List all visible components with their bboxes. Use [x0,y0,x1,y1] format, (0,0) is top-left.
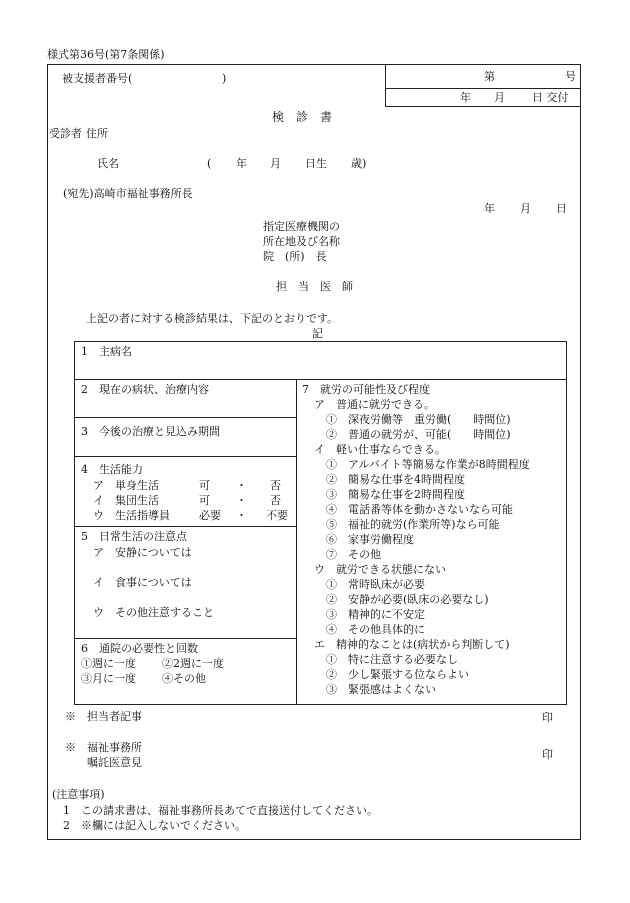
birth-day: 日生 [305,157,327,170]
intro-text: 上記の者に対する検診結果は、下記のとおりです。 [86,312,339,325]
s7-title: 7 就労の可能性及び程度 [302,383,430,396]
s5-rest: ア 安静については [93,546,192,559]
address-label: 住所 [86,127,108,140]
s5-diet: イ 食事については [93,576,192,589]
birth-month: 月 [270,157,281,170]
s7-line: ④ その他具体的に [326,623,425,636]
s2-condition: 2 現在の病状、治療内容 [81,383,209,396]
s7-line: ② 少し緊張する位ならよい [326,668,469,681]
tanto-label: ※ 担当者記事 [65,710,142,723]
s6-option: ②2週に一度 [162,657,224,670]
fukushi-sub: 嘱託医意見 [87,756,142,769]
s7-line: ① 特に注意する必要なし [326,653,458,666]
doctor-label: 担 当 医 師 [276,280,353,293]
s7-line: ① アルバイト等簡易な作業が8時間程度 [326,458,530,471]
seal-mark: 印 [542,748,553,761]
s6-option: ④その他 [162,672,206,685]
age-label: 歳) [351,157,367,170]
note-2: 2 ※欄には記入しないでください。 [63,819,246,832]
issue-month: 月 [494,91,505,104]
s4-row-b: 否 [270,479,281,492]
s4-row-dot: ・ [236,494,247,507]
s4-row-label: ウ 生活指導員 [93,509,170,522]
s1-main-disease: 1 主病名 [81,345,132,358]
s7-line: ④ 電話番等体を動かさないなら可能 [326,503,513,516]
s6-option: ①週に一度 [81,657,136,670]
form-label: 様式第36号(第7条関係) [47,48,165,61]
institution-line1: 指定医療機関の [263,220,340,233]
notes-title: (注意事項) [52,788,105,801]
note-1: 1 この請求書は、福祉事務所長あてで直接送付してください。 [63,804,378,817]
recipient-no-close: ) [222,72,227,85]
addressee: (宛先)高崎市福祉事務所長 [63,187,193,200]
s7-line: ウ 就労できる状態にない [314,563,446,576]
s4-row-b: 否 [270,494,281,507]
s7-line: ③ 精神的に不安定 [326,608,425,621]
s4-row-b: 不要 [266,509,288,522]
s5-title: 5 日常生活の注意点 [81,530,187,543]
s4-title: 4 生活能力 [81,463,143,476]
s7-line: イ 軽い仕事ならできる。 [314,443,446,456]
issue-day: 日 交付 [532,91,569,104]
s7-line: ② 普通の就労が、可能( 時間位) [326,428,511,441]
s7-line: ② 安静が必要(臥床の必要なし) [326,593,489,606]
s7-line: ② 簡易な仕事を4時間程度 [326,473,465,486]
date-day: 日 [556,202,567,215]
page-title: 検 診 書 [272,110,333,124]
s4-row-label: イ 集団生活 [93,494,159,507]
s7-line: ① 常時臥床が必要 [326,578,425,591]
s4-row-label: ア 単身生活 [93,479,159,492]
s7-line: ア 普通に就労できる。 [314,398,435,411]
s7-line: エ 精神的なことは(病状から判断して) [314,638,510,651]
s7-line: ⑥ 家事労働程度 [326,533,414,546]
s7-line: ③ 簡易な仕事を2時間程度 [326,488,465,501]
issue-year: 年 [460,91,471,104]
seal-mark: 印 [542,711,553,724]
name-label: 氏名 [97,157,119,170]
institution-line2: 所在地及び名称 [263,235,340,248]
s4-row-dot: ・ [236,479,247,492]
recipient-no-label: 被支援者番号( [62,72,133,85]
birth-paren: ( [207,157,212,170]
date-year: 年 [484,202,495,215]
s3-outlook: 3 今後の治療と見込み期間 [81,425,220,438]
go-label: 号 [565,70,576,83]
s6-option: ③月に一度 [81,672,136,685]
s5-other: ウ その他注意すること [93,606,214,619]
fukushi-label: ※ 福祉事務所 [65,741,142,754]
director-label: 院 (所) 長 [263,250,327,263]
birth-year: 年 [236,157,247,170]
s4-row-a: 可 [199,479,210,492]
patient-label: 受診者 [49,127,82,140]
s7-line: ③ 緊張感はよくない [326,683,436,696]
s6-title: 6 通院の必要性と回数 [81,642,198,655]
date-month: 月 [520,202,531,215]
s4-row-a: 必要 [199,509,221,522]
s7-line: ⑦ その他 [326,548,381,561]
s4-row-a: 可 [199,494,210,507]
s4-row-dot: ・ [236,509,247,522]
s7-line: ⑤ 福祉的就労(作業所等)なら可能 [326,518,500,531]
dai-label: 第 [484,70,495,83]
s7-line: ① 深夜労働等 重労働( 時間位) [326,413,511,426]
ki-label: 記 [312,327,323,340]
